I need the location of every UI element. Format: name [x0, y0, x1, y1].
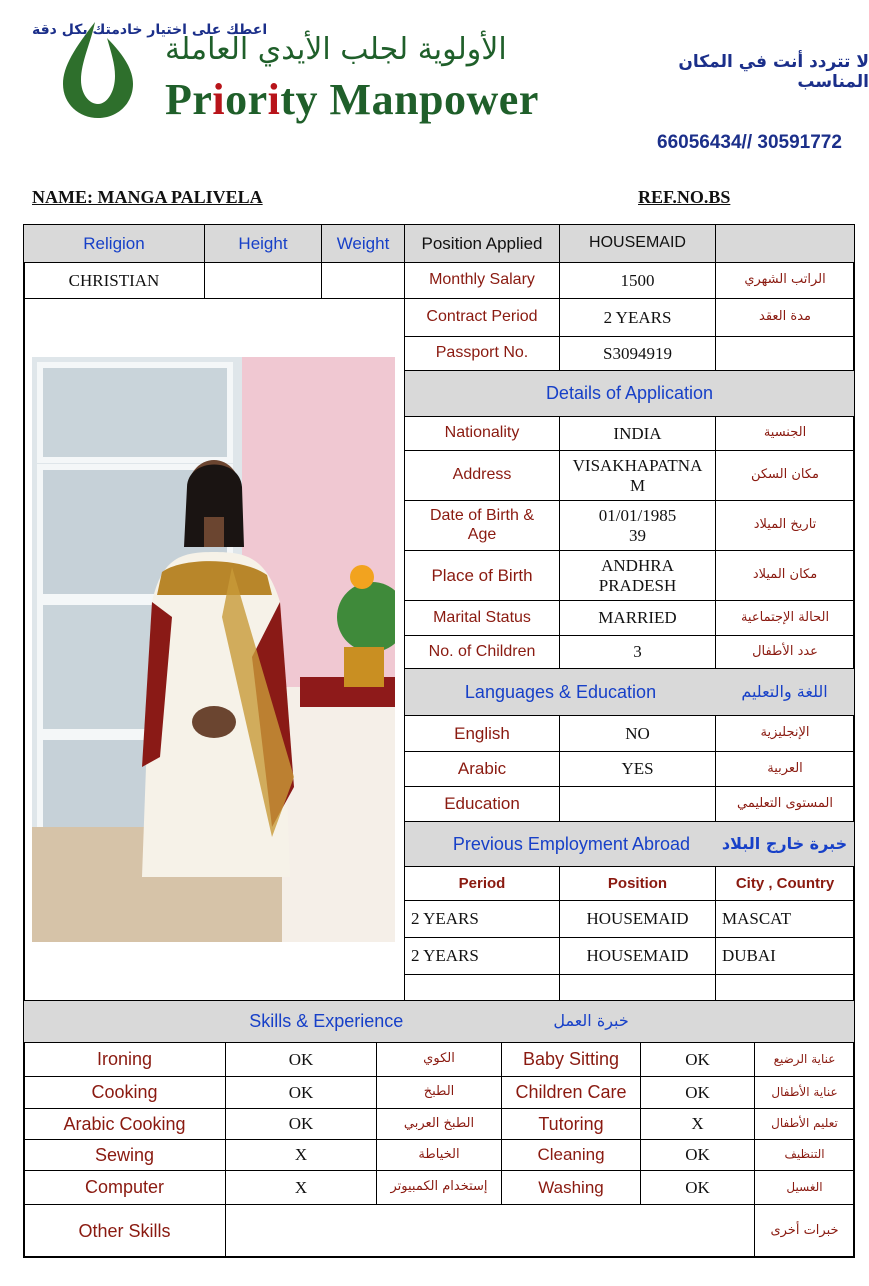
employment-row-period: [404, 974, 560, 1001]
employment-row-position: [559, 974, 716, 1001]
employment-row-city: MASCAT: [715, 900, 855, 938]
skills-title: Skills & Experience: [249, 1011, 404, 1032]
skill-label: Ironing: [23, 1042, 226, 1077]
skill-ar: التنظيف: [754, 1139, 855, 1171]
employment-row-period: 2 YEARS: [404, 937, 560, 975]
skill-value: OK: [225, 1042, 377, 1077]
employment-title-ar: خبرة خارج البلاد: [715, 821, 855, 867]
skill-ar: الكوي: [376, 1042, 502, 1077]
header-slogan: اعطك على اختيار خادمتك بكل دقة: [32, 22, 268, 38]
skill-ar: عناية الأطفال: [754, 1076, 855, 1109]
address-value: VISAKHAPATNA M: [559, 450, 716, 501]
education-label: Education: [404, 786, 560, 822]
position-applied-value: HOUSEMAID: [559, 224, 716, 263]
languages-title: Languages & Education: [404, 668, 716, 716]
nationality-label: Nationality: [404, 416, 560, 451]
contract-period-ar: مدة العقد: [715, 298, 855, 337]
skill-value: OK: [640, 1042, 755, 1077]
header-tagline: لا تتردد أنت في المكان المناسب: [678, 52, 869, 92]
dob-ar: تاريخ الميلاد: [715, 500, 855, 551]
skill-ar: الطبخ العربي: [376, 1108, 502, 1140]
dob-label: Date of Birth & Age: [404, 500, 560, 551]
brand-name-english: Priority Manpower: [165, 75, 539, 124]
skill-label: Cleaning: [501, 1139, 641, 1171]
position-applied-label: Position Applied: [404, 224, 560, 263]
english-ar: الإنجليزية: [715, 715, 855, 752]
skill-label: Baby Sitting: [501, 1042, 641, 1077]
employment-title: Previous Employment Abroad: [404, 821, 716, 867]
skill-value: OK: [225, 1108, 377, 1140]
address-label: Address: [404, 450, 560, 501]
height-header: Height: [204, 224, 322, 263]
skill-value: OK: [225, 1076, 377, 1109]
languages-title-ar: اللغة والتعليم: [715, 668, 855, 716]
employment-col-period: Period: [404, 866, 560, 901]
brand-name-arabic: الأولوية لجلب الأيدي العاملة: [165, 32, 507, 67]
reference-number: REF.NO.BS: [638, 187, 731, 207]
contract-period-value: 2 YEARS: [559, 298, 716, 337]
marital-ar: الحالة الإجتماعية: [715, 600, 855, 636]
employment-row-position: HOUSEMAID: [559, 937, 716, 975]
skill-ar: تعليم الأطفال: [754, 1108, 855, 1140]
height-value: [204, 262, 322, 299]
english-label: English: [404, 715, 560, 752]
skill-label: Cooking: [23, 1076, 226, 1109]
skill-label: Children Care: [501, 1076, 641, 1109]
skills-header: [23, 1000, 855, 1043]
passport-value: S3094919: [559, 336, 716, 371]
skill-ar: الخياطة: [376, 1139, 502, 1171]
other-skills-ar: خبرات أخرى: [754, 1204, 855, 1258]
pob-label: Place of Birth: [404, 550, 560, 601]
employment-col-position: Position: [559, 866, 716, 901]
arabic-value: YES: [559, 751, 716, 787]
religion-value: CHRISTIAN: [23, 262, 205, 299]
position-applied-ar: [715, 224, 855, 263]
children-ar: عدد الأطفال: [715, 635, 855, 669]
candidate-name: NAME: MANGA PALIVELA: [32, 187, 263, 207]
english-value: NO: [559, 715, 716, 752]
other-skills-label: Other Skills: [23, 1204, 226, 1258]
pob-ar: مكان الميلاد: [715, 550, 855, 601]
monthly-salary-ar: الراتب الشهري: [715, 262, 855, 299]
skill-ar: الطبخ: [376, 1076, 502, 1109]
arabic-ar: العربية: [715, 751, 855, 787]
other-skills-value: [225, 1204, 755, 1258]
employment-row-period: 2 YEARS: [404, 900, 560, 938]
arabic-label: Arabic: [404, 751, 560, 787]
skill-ar: الغسيل: [754, 1170, 855, 1205]
children-value: 3: [559, 635, 716, 669]
skill-value: X: [225, 1139, 377, 1171]
weight-header: Weight: [321, 224, 405, 263]
skills-title-ar: خبرة العمل: [553, 1011, 629, 1031]
skill-label: Sewing: [23, 1139, 226, 1171]
skill-label: Arabic Cooking: [23, 1108, 226, 1140]
employment-row-city: [715, 974, 855, 1001]
skill-ar: إستخدام الكمبيوتر: [376, 1170, 502, 1205]
contract-period-label: Contract Period: [404, 298, 560, 337]
marital-label: Marital Status: [404, 600, 560, 636]
passport-label: Passport No.: [404, 336, 560, 371]
nationality-value: INDIA: [559, 416, 716, 451]
monthly-salary-label: Monthly Salary: [404, 262, 560, 299]
candidate-photo: [32, 357, 395, 942]
dob-value: 01/01/1985 39: [559, 500, 716, 551]
skill-value: OK: [640, 1076, 755, 1109]
skill-ar: عناية الرضيع: [754, 1042, 855, 1077]
skill-value: OK: [640, 1170, 755, 1205]
details-title: Details of Application: [404, 370, 855, 417]
skill-label: Washing: [501, 1170, 641, 1205]
passport-ar: [715, 336, 855, 371]
address-ar: مكان السكن: [715, 450, 855, 501]
education-ar: المستوى التعليمي: [715, 786, 855, 822]
skill-value: X: [640, 1108, 755, 1140]
employment-row-position: HOUSEMAID: [559, 900, 716, 938]
phone-numbers: 66056434// 30591772: [657, 132, 842, 153]
skill-value: X: [225, 1170, 377, 1205]
skill-value: OK: [640, 1139, 755, 1171]
nationality-ar: الجنسية: [715, 416, 855, 451]
skill-label: Tutoring: [501, 1108, 641, 1140]
children-label: No. of Children: [404, 635, 560, 669]
education-value: [559, 786, 716, 822]
religion-header: Religion: [23, 224, 205, 263]
employment-row-city: DUBAI: [715, 937, 855, 975]
monthly-salary-value: 1500: [559, 262, 716, 299]
weight-value: [321, 262, 405, 299]
marital-value: MARRIED: [559, 600, 716, 636]
employment-col-city: City , Country: [715, 866, 855, 901]
skill-label: Computer: [23, 1170, 226, 1205]
pob-value: ANDHRA PRADESH: [559, 550, 716, 601]
